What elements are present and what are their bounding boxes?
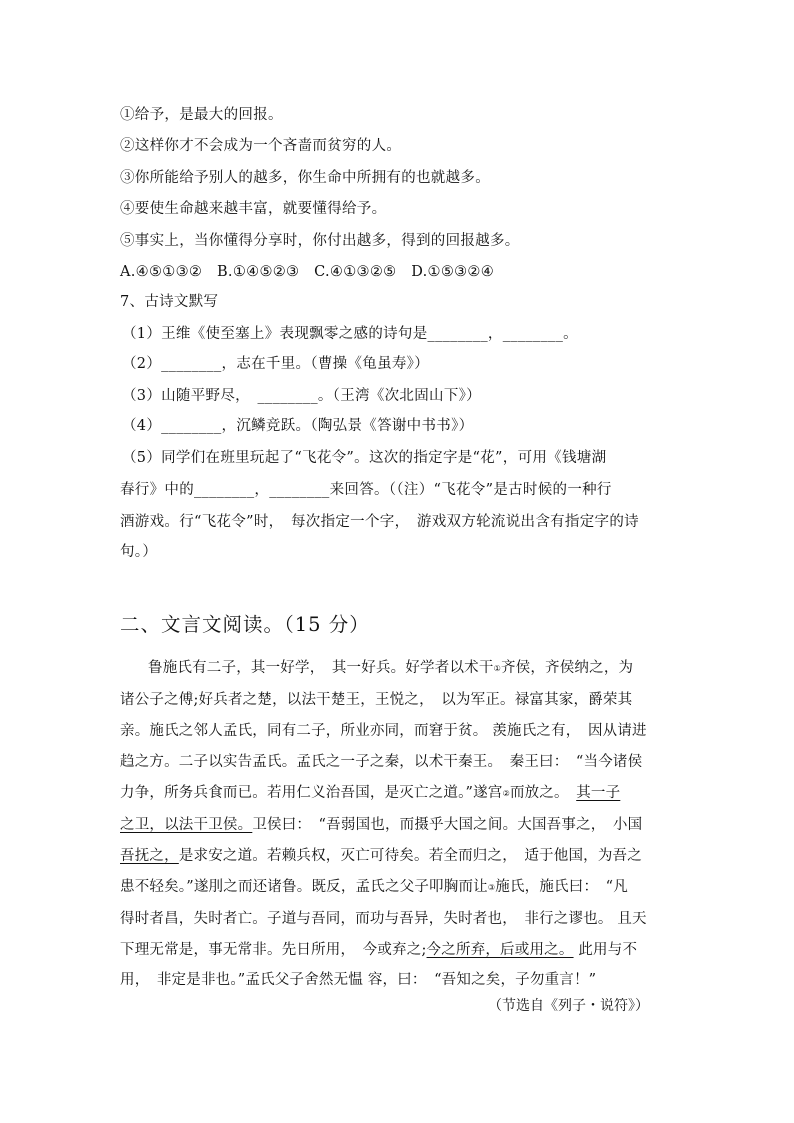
underlined-sentence: 今之所弃，后或用之。	[426, 942, 574, 958]
answer-options: A.④⑤①③② B.①④⑤②③ C.④①③②⑤ D.①⑤③②④	[120, 264, 495, 280]
passage-line-11: 用， 非定是非也。”孟氏父子舍然无愠 容，曰： “吾知之矣，子勿重言！”	[120, 972, 597, 988]
passage-line-1	[148, 656, 633, 677]
q7-line-2: （2）________，志在千里。（曹操《龟虽寿》）	[122, 356, 430, 372]
item-2: ②这样你才不会成为一个吝啬而贫穷的人。	[120, 138, 402, 154]
q7-line-6: 春行》中的________，________来回答。（（注）“飞花令”是古时候的一种行	[120, 482, 612, 498]
passage-source: （节选自《列子・说符》）	[488, 998, 649, 1014]
passage-text: 鲁施氏有二子，其一好学， 其一好兵。好学者以术干	[148, 660, 494, 676]
passage-line-8	[120, 875, 628, 896]
passage-text: 施氏，施氏曰： “凡	[495, 879, 628, 895]
underlined-sentence: 之卫，以法干卫侯。	[120, 817, 253, 833]
passage-text: 是求安之道。若赖兵权，灭亡可待矣。若全而归之， 适于他国，为吾之	[178, 848, 642, 864]
passage-text: 此用与不	[573, 942, 638, 958]
passage-line-3: 亲。施氏之邻人孟氏，同有二子，所业亦同，而窘于贫。 羡施氏之有， 因从请进	[120, 723, 647, 739]
item-4: ④要使生命越来越丰富，就要懂得给予。	[120, 201, 387, 217]
passage-text: 卫侯曰： “吾弱国也，而摄乎大国之间。大国吾事之， 小国	[252, 817, 643, 833]
item-3: ③你所能给予别人的越多，你生命中所拥有的也就越多。	[120, 170, 490, 186]
underlined-sentence: 吾抚之，	[120, 848, 179, 864]
passage-text: 患不轻矣。”遂刖之而还诸鲁。既反，孟氏之父子叩胸而让	[120, 879, 488, 895]
q7-line-5: （5）同学们在班里玩起了“飞花令”。这次的指定字是“花”，可用《钱塘湖	[122, 450, 607, 466]
passage-line-5	[120, 781, 620, 802]
item-5: ⑤事实上，当你懂得分享时，你付出越多，得到的回报越多。	[120, 233, 520, 249]
q7-line-7: 酒游戏。行“飞花令”时， 每次指定一个字， 游戏双方轮流说出含有指定字的诗	[120, 514, 639, 530]
q7-line-3: （3）山随平野尽， ________。（王湾《次北固山下》）	[122, 388, 481, 404]
passage-line-4: 趋之方。二子以实告孟氏。孟氏之一子之秦，以术干秦王。 秦王曰： “当今诸侯	[120, 754, 643, 770]
underlined-sentence: 其一子	[576, 785, 621, 801]
q7-title: 7、古诗文默写	[120, 294, 219, 310]
annotation-marker-3: ③	[487, 883, 496, 892]
passage-line-10	[120, 938, 637, 959]
passage-line-6	[120, 813, 642, 834]
passage-text: 而放之。	[509, 785, 562, 801]
passage-text: 下理无常是，事无常非。先日所用， 今或弃之;	[120, 942, 427, 958]
passage-text: 齐侯，齐侯纳之，为	[500, 660, 634, 676]
passage-line-7	[120, 844, 642, 865]
q7-line-1: （1）王维《使至塞上》表现飘零之感的诗句是________，________。	[122, 326, 578, 342]
section-2-title: 二、文言文阅读。（15 分）	[120, 613, 370, 636]
q7-line-4: （4）________，沉鳞竞跃。（陶弘景《答谢中书书》）	[122, 418, 474, 434]
annotation-marker-1: ①	[493, 664, 501, 673]
item-1: ①给予，是最大的回报。	[120, 107, 283, 123]
passage-text: 力争，所务兵食而已。若用仁义治吾国，是灭亡之道。”遂宫	[120, 785, 503, 801]
annotation-marker-2: ②	[502, 789, 510, 798]
passage-line-2: 诸公子之傅;好兵者之楚，以法干楚王，王悦之， 以为军正。禄富其家，爵荣其	[120, 692, 633, 708]
passage-line-9: 得时者昌，失时者亡。子道与吾同，而功与吾异，失时者也， 非行之谬也。 且天	[120, 911, 647, 927]
q7-line-8: 句。）	[120, 544, 158, 560]
